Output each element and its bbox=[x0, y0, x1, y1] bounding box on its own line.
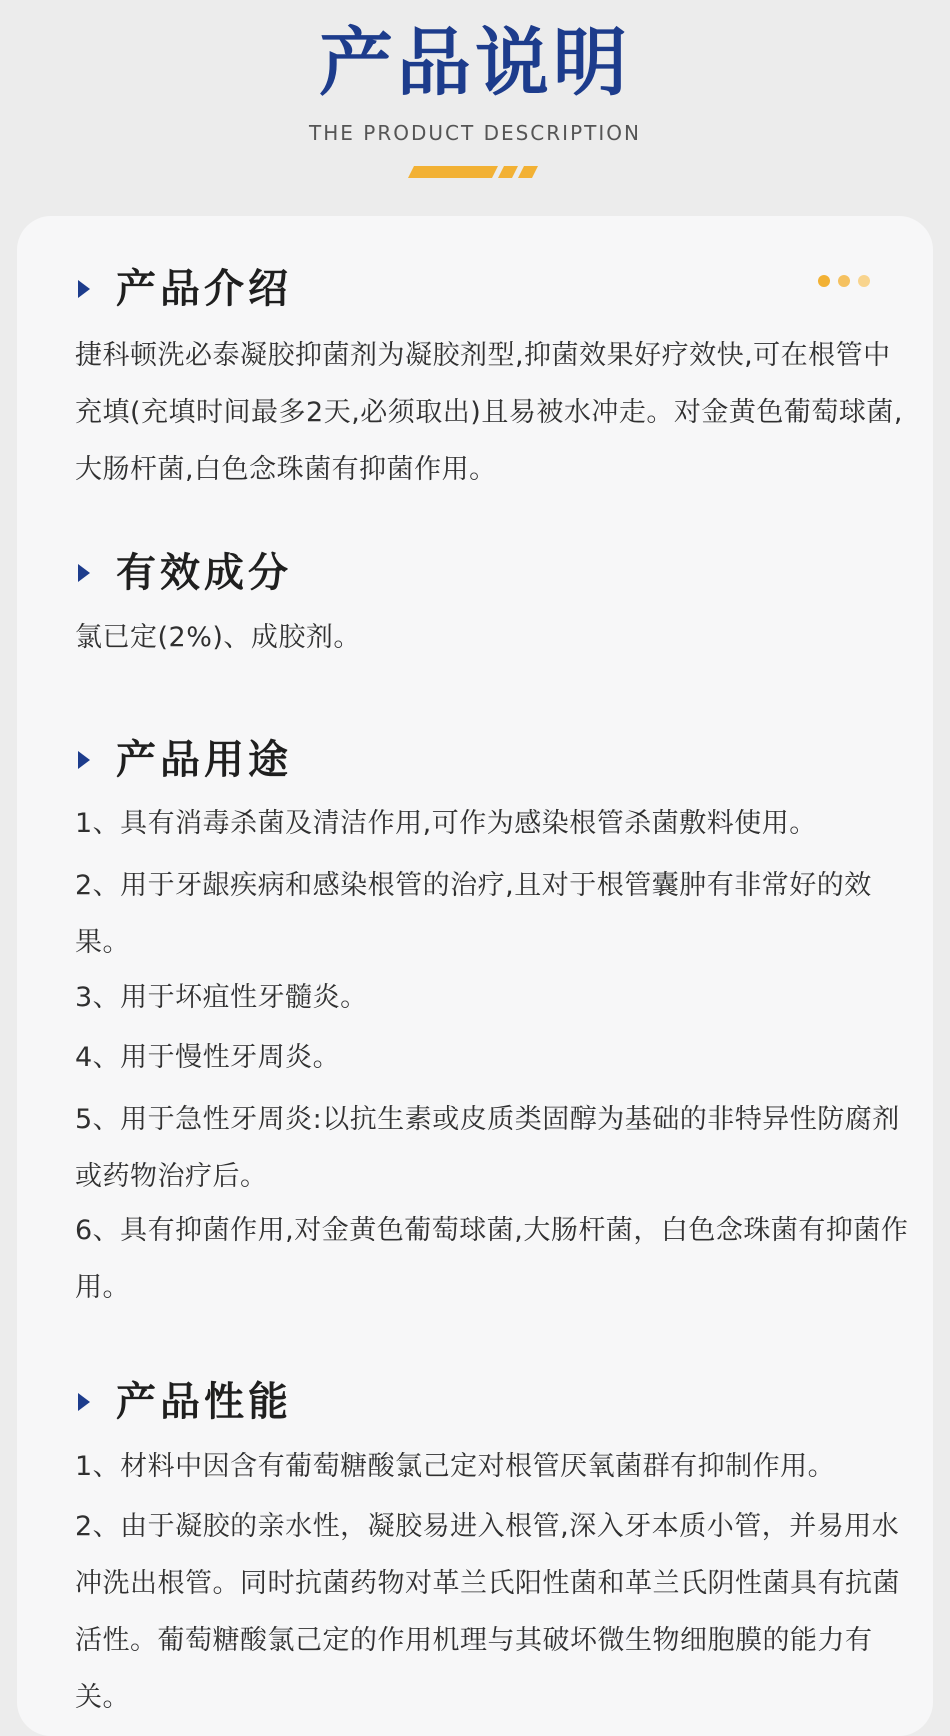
section-title: 产品性能 bbox=[116, 1379, 292, 1425]
dot-2 bbox=[838, 275, 850, 287]
ingredients-paragraph: 氯已定(2%)、成胶剂。 bbox=[75, 622, 361, 653]
intro-paragraph: 捷科顿洗必泰凝胶抑菌剂为凝胶剂型,抑菌效果好疗效快,可在根管中充填(充填时间最多2天,必须取出)且易被水冲走。对金黄色葡萄球菌,大肠杆菌,白色念珠菌有抑菌作用。 bbox=[75, 340, 903, 485]
section-title: 有效成分 bbox=[116, 550, 292, 596]
accent-stripe-short bbox=[518, 166, 538, 178]
triangle-bullet-icon bbox=[78, 1393, 90, 1411]
page-header bbox=[0, 0, 950, 200]
dot-3 bbox=[858, 275, 870, 287]
performance-item-1: 1、材料中因含有葡萄糖酸氯己定对根管厌氧菌群有抑制作用。 bbox=[75, 1451, 836, 1482]
usage-item-5: 5、用于急性牙周炎:以抗生素或皮质类固醇为基础的非特异性防腐剂或药物治疗后。 bbox=[75, 1104, 900, 1192]
triangle-bullet-icon bbox=[78, 564, 90, 582]
triangle-bullet-icon bbox=[78, 280, 90, 298]
usage-item-6: 6、具有抑菌作用,对金黄色葡萄球菌,大肠杆菌，白色念珠菌有抑菌作用。 bbox=[75, 1215, 909, 1303]
usage-item-4: 4、用于慢性牙周炎。 bbox=[75, 1042, 341, 1073]
title-accent-stripes bbox=[408, 166, 538, 178]
section-title: 产品介绍 bbox=[116, 266, 292, 312]
accent-stripe-long bbox=[408, 166, 498, 178]
usage-item-3: 3、用于坏疽性牙髓炎。 bbox=[75, 982, 368, 1013]
decorative-dots bbox=[818, 275, 876, 289]
accent-stripe-mid bbox=[498, 166, 518, 178]
triangle-bullet-icon bbox=[78, 751, 90, 769]
section-title: 产品用途 bbox=[116, 737, 292, 783]
page-title: 产品说明 bbox=[319, 20, 631, 106]
usage-item-2: 2、用于牙龈疾病和感染根管的治疗,且对于根管囊肿有非常好的效果。 bbox=[75, 870, 872, 958]
page-subtitle: THE PRODUCT DESCRIPTION bbox=[309, 121, 641, 145]
usage-item-1: 1、具有消毒杀菌及清洁作用,可作为感染根管杀菌敷料使用。 bbox=[75, 808, 817, 839]
performance-item-2: 2、由于凝胶的亲水性，凝胶易进入根管,深入牙本质小管，并易用水冲洗出根管。同时抗菌药物对革兰氏阳性菌和革兰氏阴性菌具有抗菌活性。葡萄糖酸氯己定的作用机理与其破坏微生物细胞膜的能力有关。 bbox=[75, 1511, 900, 1713]
dot-1 bbox=[818, 275, 830, 287]
